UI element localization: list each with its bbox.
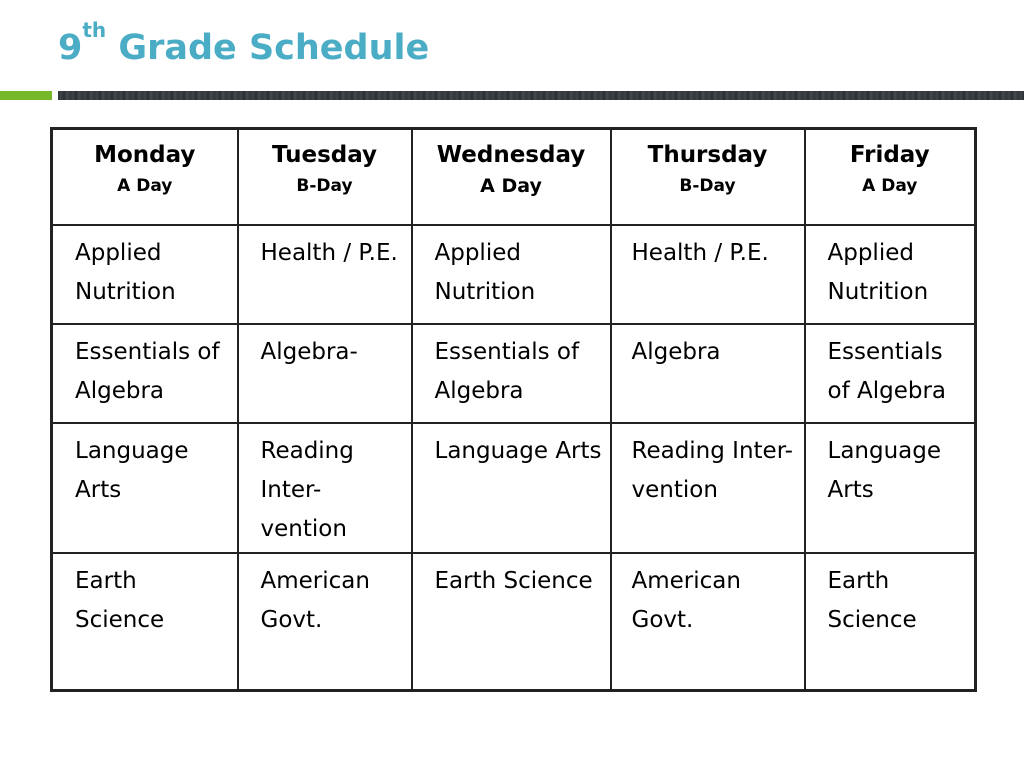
class-cell: American Govt.: [611, 553, 805, 691]
day-name: Wednesday: [436, 142, 586, 168]
day-type: B-Day: [296, 176, 353, 196]
schedule-row-1: [52, 225, 976, 324]
class-cell: Applied Nutrition: [805, 225, 976, 324]
accent-bar-dark: [58, 91, 1024, 100]
header-wednesday: [412, 129, 611, 226]
day-name: Thursday: [647, 142, 768, 168]
schedule-table: [50, 127, 977, 692]
class-cell: Algebra-: [238, 324, 412, 423]
class-cell: Reading Inter-vention: [611, 423, 805, 553]
schedule-row-3: [52, 423, 976, 553]
header-friday: [805, 129, 976, 226]
day-type: B-Day: [679, 176, 736, 196]
accent-bar-green: [0, 91, 52, 100]
class-cell: Applied Nutrition: [52, 225, 238, 324]
class-cell: Language Arts: [412, 423, 611, 553]
class-cell: Reading Inter-vention: [238, 423, 412, 553]
day-name: Friday: [849, 142, 930, 168]
slide-title: [58, 18, 430, 72]
title-text: Grade Schedule: [106, 28, 430, 68]
day-name: Tuesday: [271, 142, 378, 168]
class-cell: Health / P.E.: [238, 225, 412, 324]
schedule-row-4: [52, 553, 976, 691]
schedule-row-2: [52, 324, 976, 423]
class-cell: Essentials of Algebra: [412, 324, 611, 423]
day-type: A Day: [862, 176, 918, 196]
class-cell: American Govt.: [238, 553, 412, 691]
class-cell: Essentials of Algebra: [805, 324, 976, 423]
class-cell: Essentials of Algebra: [52, 324, 238, 423]
day-name: Monday: [94, 142, 196, 168]
class-cell: Earth Science: [805, 553, 976, 691]
class-cell: Earth Science: [412, 553, 611, 691]
header-row: [52, 129, 976, 226]
class-cell: Language Arts: [52, 423, 238, 553]
class-cell: Applied Nutrition: [412, 225, 611, 324]
class-cell: Language Arts: [805, 423, 976, 553]
class-cell: Earth Science: [52, 553, 238, 691]
title-ordinal-suffix: th: [82, 18, 107, 42]
header-tuesday: [238, 129, 412, 226]
header-monday: [52, 129, 238, 226]
header-thursday: [611, 129, 805, 226]
day-type: A Day: [117, 176, 173, 196]
title-number: 9: [58, 28, 83, 68]
day-type: A Day: [480, 175, 542, 197]
class-cell: Health / P.E.: [611, 225, 805, 324]
class-cell: Algebra: [611, 324, 805, 423]
